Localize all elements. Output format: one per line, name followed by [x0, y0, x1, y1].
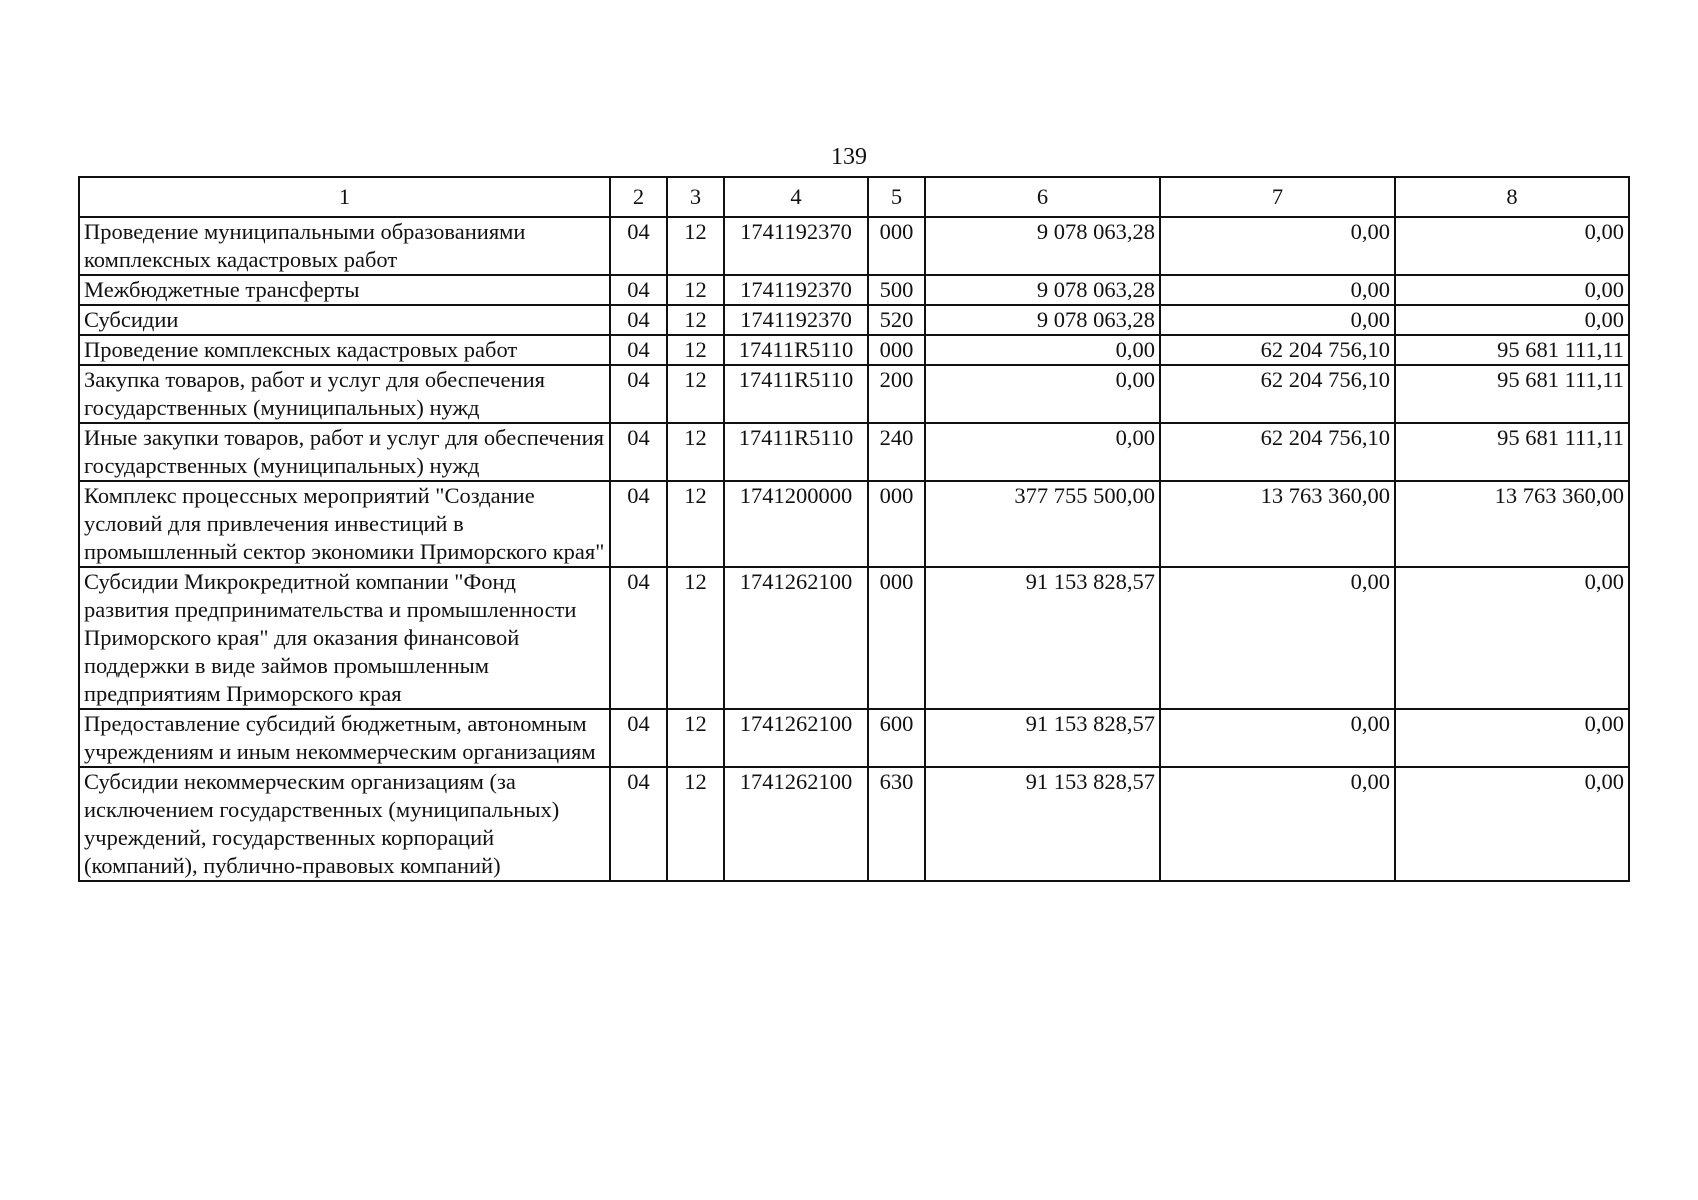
row-amount-7: 62 204 756,10	[1160, 423, 1395, 481]
row-name: Проведение муниципальными образованиями комплексных кадастровых работ	[79, 217, 610, 275]
row-amount-8: 95 681 111,11	[1395, 423, 1629, 481]
row-amount-7: 13 763 360,00	[1160, 481, 1395, 567]
row-section: 04	[610, 423, 667, 481]
row-section: 04	[610, 217, 667, 275]
row-section: 04	[610, 275, 667, 305]
row-name: Иные закупки товаров, работ и услуг для обеспечения государственных (муниципальных) нужд	[79, 423, 610, 481]
row-amount-7: 0,00	[1160, 567, 1395, 709]
row-target-code: 1741262100	[724, 767, 868, 881]
header-col-1: 1	[79, 177, 610, 217]
table-row	[79, 275, 1629, 305]
row-target-code: 1741262100	[724, 709, 868, 767]
table-row	[79, 709, 1629, 767]
row-amount-7: 0,00	[1160, 709, 1395, 767]
row-name: Комплекс процессных мероприятий "Создание условий для привлечения инвестиций в промышленный сектор экономики Приморского края"	[79, 481, 610, 567]
row-section: 04	[610, 365, 667, 423]
row-section: 04	[610, 709, 667, 767]
row-amount-8: 0,00	[1395, 217, 1629, 275]
row-expense-type: 000	[868, 567, 925, 709]
header-col-5: 5	[868, 177, 925, 217]
row-amount-8: 13 763 360,00	[1395, 481, 1629, 567]
row-target-code: 1741200000	[724, 481, 868, 567]
row-amount-8: 0,00	[1395, 767, 1629, 881]
row-amount-7: 62 204 756,10	[1160, 365, 1395, 423]
table-row	[79, 217, 1629, 275]
row-subsection: 12	[667, 567, 724, 709]
row-name: Закупка товаров, работ и услуг для обеспечения государственных (муниципальных) нужд	[79, 365, 610, 423]
row-section: 04	[610, 567, 667, 709]
row-amount-8: 0,00	[1395, 567, 1629, 709]
row-subsection: 12	[667, 709, 724, 767]
row-subsection: 12	[667, 275, 724, 305]
header-col-8: 8	[1395, 177, 1629, 217]
table-row	[79, 365, 1629, 423]
row-name: Субсидии	[79, 305, 610, 335]
row-target-code: 1741192370	[724, 217, 868, 275]
row-expense-type: 520	[868, 305, 925, 335]
row-expense-type: 000	[868, 217, 925, 275]
row-expense-type: 000	[868, 335, 925, 365]
row-subsection: 12	[667, 767, 724, 881]
row-name: Предоставление субсидий бюджетным, автономным учреждениям и иным некоммерческим организациям	[79, 709, 610, 767]
row-amount-8: 95 681 111,11	[1395, 365, 1629, 423]
row-amount-8: 0,00	[1395, 275, 1629, 305]
header-col-2: 2	[610, 177, 667, 217]
header-col-3: 3	[667, 177, 724, 217]
row-amount-6: 91 153 828,57	[925, 767, 1160, 881]
row-expense-type: 200	[868, 365, 925, 423]
row-name: Межбюджетные трансферты	[79, 275, 610, 305]
row-subsection: 12	[667, 365, 724, 423]
table-row	[79, 767, 1629, 881]
row-subsection: 12	[667, 335, 724, 365]
row-target-code: 1741192370	[724, 305, 868, 335]
row-subsection: 12	[667, 423, 724, 481]
row-amount-6: 9 078 063,28	[925, 217, 1160, 275]
table-row	[79, 305, 1629, 335]
row-amount-6: 377 755 500,00	[925, 481, 1160, 567]
row-amount-7: 0,00	[1160, 275, 1395, 305]
row-target-code: 17411R5110	[724, 335, 868, 365]
row-amount-6: 9 078 063,28	[925, 275, 1160, 305]
row-amount-7: 0,00	[1160, 217, 1395, 275]
table-body	[79, 217, 1629, 881]
row-subsection: 12	[667, 481, 724, 567]
header-col-7: 7	[1160, 177, 1395, 217]
row-amount-8: 0,00	[1395, 709, 1629, 767]
row-section: 04	[610, 305, 667, 335]
row-target-code: 1741262100	[724, 567, 868, 709]
row-expense-type: 600	[868, 709, 925, 767]
row-amount-7: 62 204 756,10	[1160, 335, 1395, 365]
row-expense-type: 500	[868, 275, 925, 305]
row-name: Субсидии некоммерческим организациям (за исключением государственных (муниципальных) учреждений, государственных корпораций (компаний), публично-правовых компаний)	[79, 767, 610, 881]
row-amount-6: 0,00	[925, 335, 1160, 365]
row-target-code: 17411R5110	[724, 365, 868, 423]
table-row	[79, 481, 1629, 567]
row-section: 04	[610, 481, 667, 567]
row-section: 04	[610, 335, 667, 365]
row-expense-type: 000	[868, 481, 925, 567]
header-col-4: 4	[724, 177, 868, 217]
row-section: 04	[610, 767, 667, 881]
row-name: Проведение комплексных кадастровых работ	[79, 335, 610, 365]
row-expense-type: 630	[868, 767, 925, 881]
row-expense-type: 240	[868, 423, 925, 481]
row-target-code: 1741192370	[724, 275, 868, 305]
row-amount-6: 9 078 063,28	[925, 305, 1160, 335]
row-subsection: 12	[667, 217, 724, 275]
row-amount-6: 0,00	[925, 423, 1160, 481]
table-header	[79, 177, 1629, 217]
budget-table	[78, 176, 1630, 882]
page-number: 139	[831, 144, 867, 170]
row-amount-7: 0,00	[1160, 305, 1395, 335]
row-amount-7: 0,00	[1160, 767, 1395, 881]
row-amount-8: 95 681 111,11	[1395, 335, 1629, 365]
row-name: Субсидии Микрокредитной компании "Фонд развития предпринимательства и промышленности Приморского края" для оказания финансовой поддержки в виде займов промышленным предприятиям Приморского края	[79, 567, 610, 709]
row-amount-6: 91 153 828,57	[925, 567, 1160, 709]
row-amount-6: 91 153 828,57	[925, 709, 1160, 767]
table-row	[79, 567, 1629, 709]
row-subsection: 12	[667, 305, 724, 335]
header-row	[79, 177, 1629, 217]
row-amount-6: 0,00	[925, 365, 1160, 423]
header-col-6: 6	[925, 177, 1160, 217]
row-amount-8: 0,00	[1395, 305, 1629, 335]
table-row	[79, 423, 1629, 481]
table-row	[79, 335, 1629, 365]
row-target-code: 17411R5110	[724, 423, 868, 481]
